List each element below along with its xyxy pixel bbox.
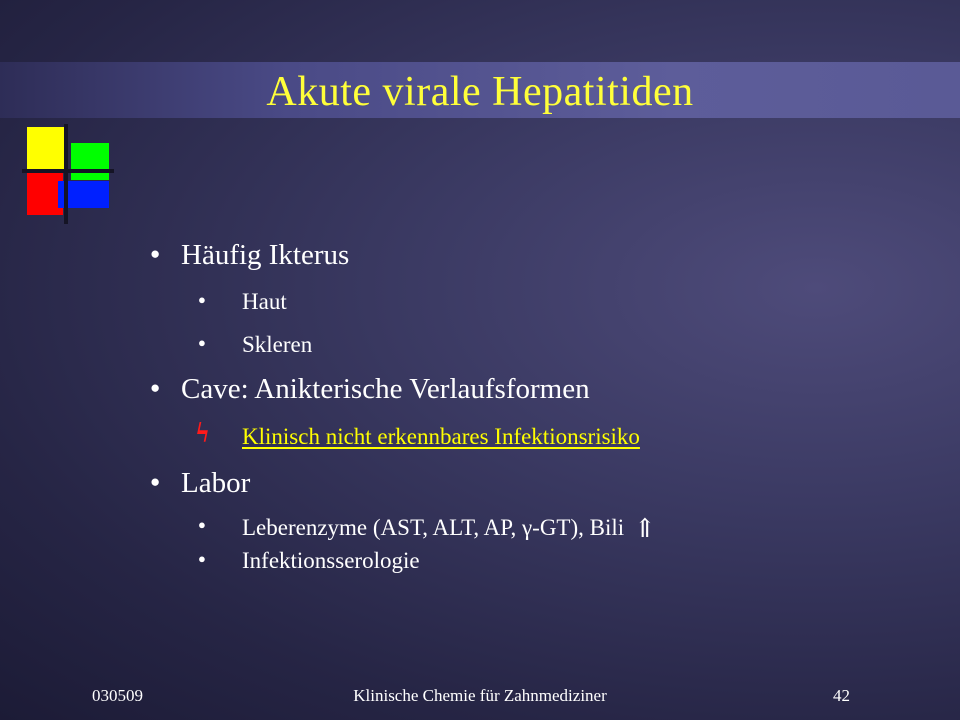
footer-page-number: 42 (833, 686, 850, 705)
sub-bullet-item: Haut (242, 289, 287, 314)
bullet-item: Cave: Anikterische Verlaufsformen (181, 373, 590, 405)
bullet-dot: ● (198, 292, 206, 307)
bullet-item: Labor (181, 467, 251, 499)
sub-bullet-text: Leberenzyme (AST, ALT, AP, γ-GT), Bili (242, 515, 625, 540)
lightning-bolt-icon: ϟ (196, 418, 209, 449)
bullet-dot: ● (198, 517, 206, 532)
slide-title: Akute virale Hepatitiden (266, 69, 694, 115)
warning-sub-bullet: Klinisch nicht erkennbares Infektionsrisiko (242, 424, 640, 449)
sub-bullet-item (242, 514, 656, 544)
bullet-dot: ● (150, 378, 161, 397)
bullet-dot: ● (150, 472, 161, 491)
footer-date: 030509 (92, 686, 143, 705)
up-arrow-icon: ⇑ (634, 514, 656, 543)
bullet-item: Häufig Ikterus (181, 239, 350, 271)
bullet-dot: ● (198, 551, 206, 566)
bullet-dot: ● (198, 335, 206, 350)
footer-course-title: Klinische Chemie für Zahnmediziner (353, 686, 607, 705)
sub-bullet-item: Infektionsserologie (242, 548, 420, 573)
bullet-dot: ● (150, 244, 161, 263)
sub-bullet-item: Skleren (242, 332, 313, 357)
